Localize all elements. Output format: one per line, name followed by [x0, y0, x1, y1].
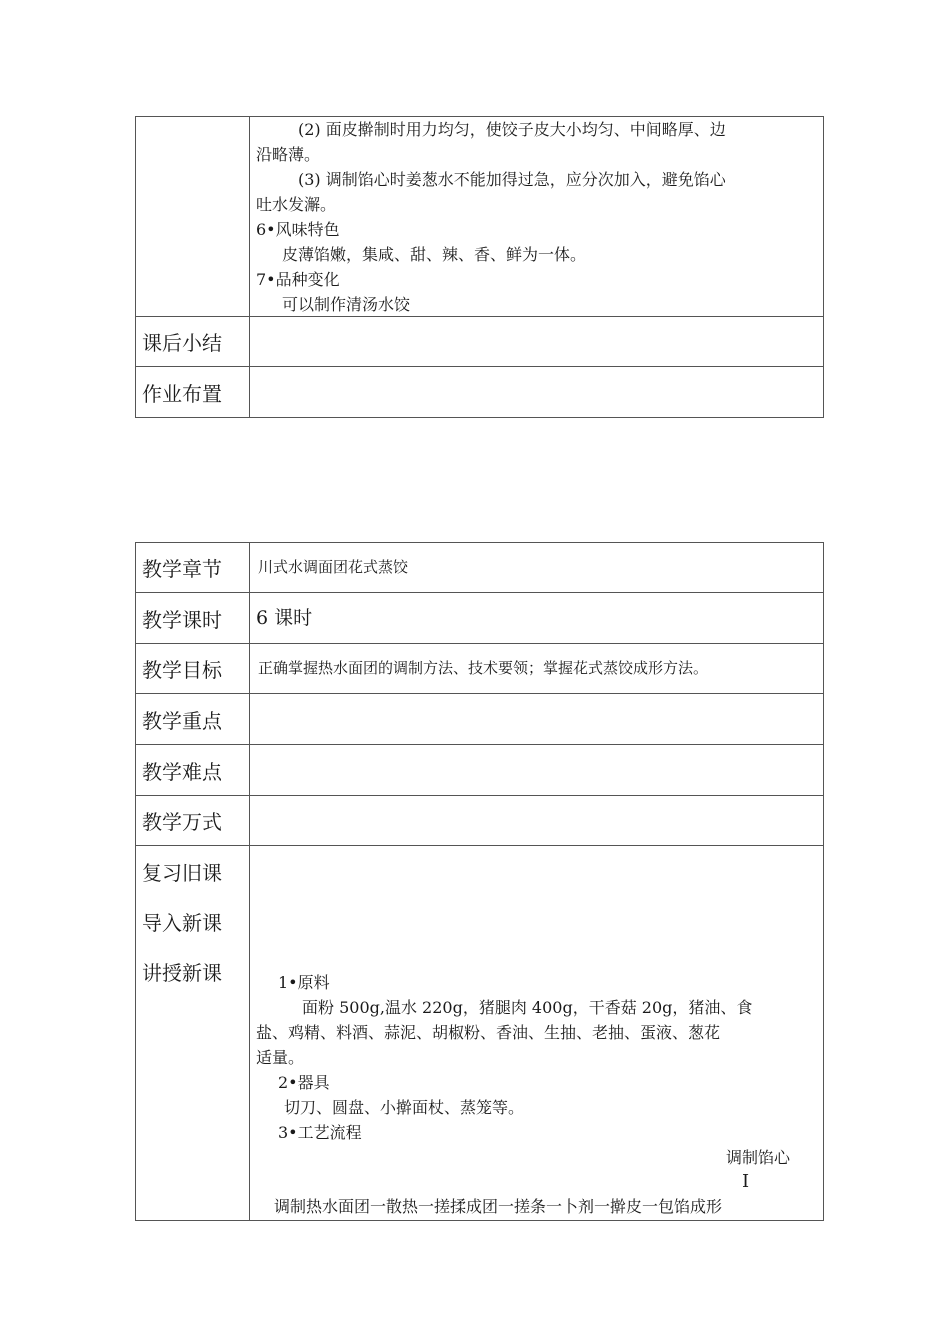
- text-line: (2) 面皮擀制时用力均匀，使饺子皮大小均匀、中间略厚、边: [298, 120, 726, 139]
- flow-connector: I: [742, 1171, 750, 1192]
- difficulties-value: [250, 745, 824, 796]
- label-introduce: 导入新课: [142, 911, 222, 935]
- lesson-table: [135, 542, 824, 1221]
- content-cell: [250, 117, 824, 317]
- chapter-value: 川式水调面团花式蒸饺: [258, 558, 409, 576]
- row-label-objective: 教学目标: [136, 644, 250, 694]
- hours-value: 6 课时: [256, 606, 313, 629]
- key-points-value: [250, 694, 824, 745]
- text-line: 吐水发澥。: [256, 195, 337, 214]
- text-line: 可以制作清汤水饺: [282, 295, 411, 314]
- text-line: 沿略薄。: [256, 145, 321, 164]
- row-label-difficulties: 教学难点: [136, 745, 250, 796]
- flow-branch: 调制馅心: [726, 1148, 791, 1167]
- row-label-key-points: 教学重点: [136, 694, 250, 745]
- method-value: [250, 796, 824, 846]
- flow-main: 调制热水面团一散热一搓揉成团一搓条一卜剂一擀皮一包馅成形: [274, 1197, 723, 1216]
- empty-label-cell: [136, 117, 250, 317]
- section-heading: 7•品种变化: [256, 270, 340, 289]
- section-heading: 1•原料: [278, 973, 330, 992]
- section-heading: 3•工艺流程: [278, 1123, 362, 1142]
- text-line: 皮薄馅嫩，集咸、甜、辣、香、鲜为一体。: [282, 245, 587, 264]
- row-label-summary: 课后小结: [136, 317, 250, 367]
- row-label-homework: 作业布置: [136, 367, 250, 418]
- lesson-table-continued: [135, 116, 824, 418]
- objective-value: 正确掌握热水面团的调制方法、技术要领；掌握花式蒸饺成形方法。: [258, 659, 709, 677]
- text-line: (3) 调制馅心时姜葱水不能加得过急，应分次加入，避免馅心: [298, 170, 726, 189]
- label-teach: 讲授新课: [142, 961, 222, 985]
- summary-value: [250, 317, 824, 367]
- section-heading: 2•器具: [278, 1073, 330, 1092]
- text-line: 适量。: [256, 1048, 305, 1067]
- text-line: 盐、鸡精、料酒、蒜泥、胡椒粉、香油、生抽、老抽、蛋液、葱花: [256, 1023, 721, 1042]
- label-review: 复习旧课: [142, 861, 222, 885]
- text-line: 面粉 500g,温水 220g，猪腿肉 400g，干香菇 20g，猪油、食: [302, 998, 753, 1017]
- row-label-chapter: 教学章节: [136, 543, 250, 593]
- text-line: 切刀、圆盘、小擀面杖、蒸笼等。: [284, 1098, 525, 1117]
- homework-value: [250, 367, 824, 418]
- row-label-hours: 教学课时: [136, 593, 250, 644]
- row-label-method: 教学万式: [136, 796, 250, 846]
- section-heading: 6•风味特色: [256, 220, 340, 239]
- lesson-steps-label-cell: [136, 846, 250, 1221]
- lesson-content-cell: [250, 846, 824, 1221]
